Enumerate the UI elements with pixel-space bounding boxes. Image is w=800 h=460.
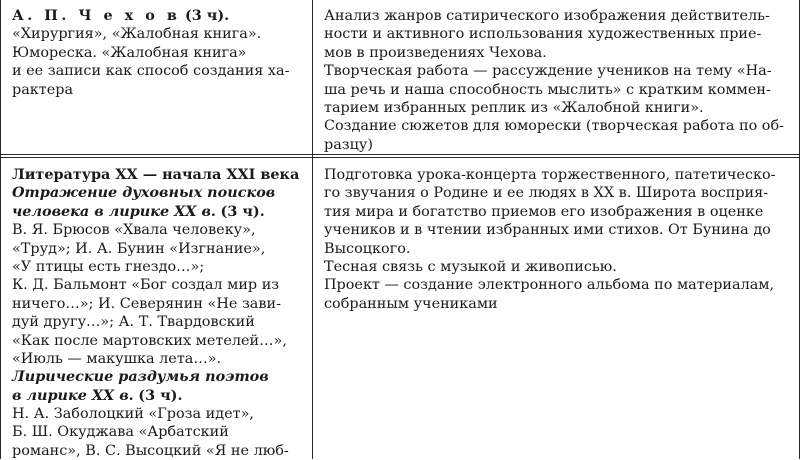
table-left-border (0, 0, 1, 459)
author-name: А. П. Ч е х о в (12, 7, 181, 24)
activity-line: Создание сюжетов для юморески (творческая работа по об- (324, 118, 784, 135)
topic-line: Н. А. Заболоцкий «Гроза идет», (12, 406, 254, 423)
activity-line: собранным учениками (324, 295, 498, 312)
topic-line: К. Д. Бальмонт «Бог создал мир из (12, 277, 280, 294)
topic-line: «Июль — макушка лета…». (12, 350, 222, 367)
topic-line: Б. Ш. Окуджава «Арбатский (12, 424, 229, 441)
topic-line: и ее записи как способ создания ха- (12, 63, 290, 80)
section-heading: Литература XX — начала XXI века (12, 166, 300, 183)
row2-topic-cell (12, 166, 299, 460)
topic-heading-line2 (12, 387, 299, 405)
activity-line: учеников и в чтении избранных ими стихов. От Бунина до (324, 222, 771, 239)
chekhov-heading (12, 7, 289, 25)
activity-line: го звучания о Родине и ее людях в XX в. Широта восприя- (324, 185, 769, 202)
activity-line: мов в произведениях Чехова. (324, 44, 547, 61)
activity-line: тарием избранных реплик из «Жалобной книги». (324, 99, 704, 116)
table-row-divider-second (0, 157, 800, 158)
activity-line: Творческая работа — рассуждение учеников на тему «На- (324, 63, 772, 80)
topic-heading-line2 (12, 203, 299, 221)
activity-line: тия мира и богатство приемов его изображения в оценке (324, 203, 764, 220)
hours-count: (3 ч). (138, 386, 183, 404)
activity-line: Проект — создание электронного альбома по материалам, (324, 277, 775, 294)
topic-line: «Как после мартовских метелей…», (12, 332, 287, 349)
topic-line: ничего…»; И. Северянин «Не зави- (12, 295, 281, 312)
topic-line: «Хирургия», «Жалобная книга». (12, 26, 262, 43)
topic-heading-text: человека в лирике XX в. (12, 202, 216, 220)
topic-line: Юмореска. «Жалобная книга» (12, 44, 247, 61)
topic-line: В. Я. Брюсов «Хвала человеку», (12, 222, 256, 239)
topic-line: дуй другу…»; А. Т. Твардовский (12, 314, 255, 331)
activity-line: Анализ жанров сатирического изображения действитель- (324, 8, 770, 24)
topic-line: рактера (12, 81, 74, 98)
topic-line: романс», В. С. Высоцкий «Я не люб- (12, 442, 289, 459)
activity-line: разцу) (324, 136, 373, 153)
row2-activity-cell (324, 166, 776, 313)
row1-activity-cell (324, 7, 784, 154)
activity-line: Тесная связь с музыкой и живописью. (324, 258, 617, 275)
topic-heading-text: в лирике XX в. (12, 386, 134, 404)
hours-count: (3 ч). (184, 7, 230, 24)
row1-topic-cell (12, 7, 289, 99)
table-column-divider (312, 0, 313, 459)
topic-heading: Отражение духовных поисков (12, 184, 276, 202)
topic-line: «У птицы есть гнездо…»; (12, 258, 205, 275)
topic-heading: Лирические раздумья поэтов (12, 368, 269, 386)
activity-line: Высоцкого. (324, 240, 411, 257)
hours-count: (3 ч). (220, 202, 265, 220)
topic-line: «Труд»; И. А. Бунин «Изгнание», (12, 240, 266, 257)
activity-line: Подготовка урока-концерта торжественного, патетическо- (324, 167, 776, 183)
table-row-divider (0, 154, 800, 155)
activity-line: ша речь и наша способность мыслить» с кратким коммен- (324, 81, 771, 98)
activity-line: ности и активного использования художественных прие- (324, 26, 762, 43)
